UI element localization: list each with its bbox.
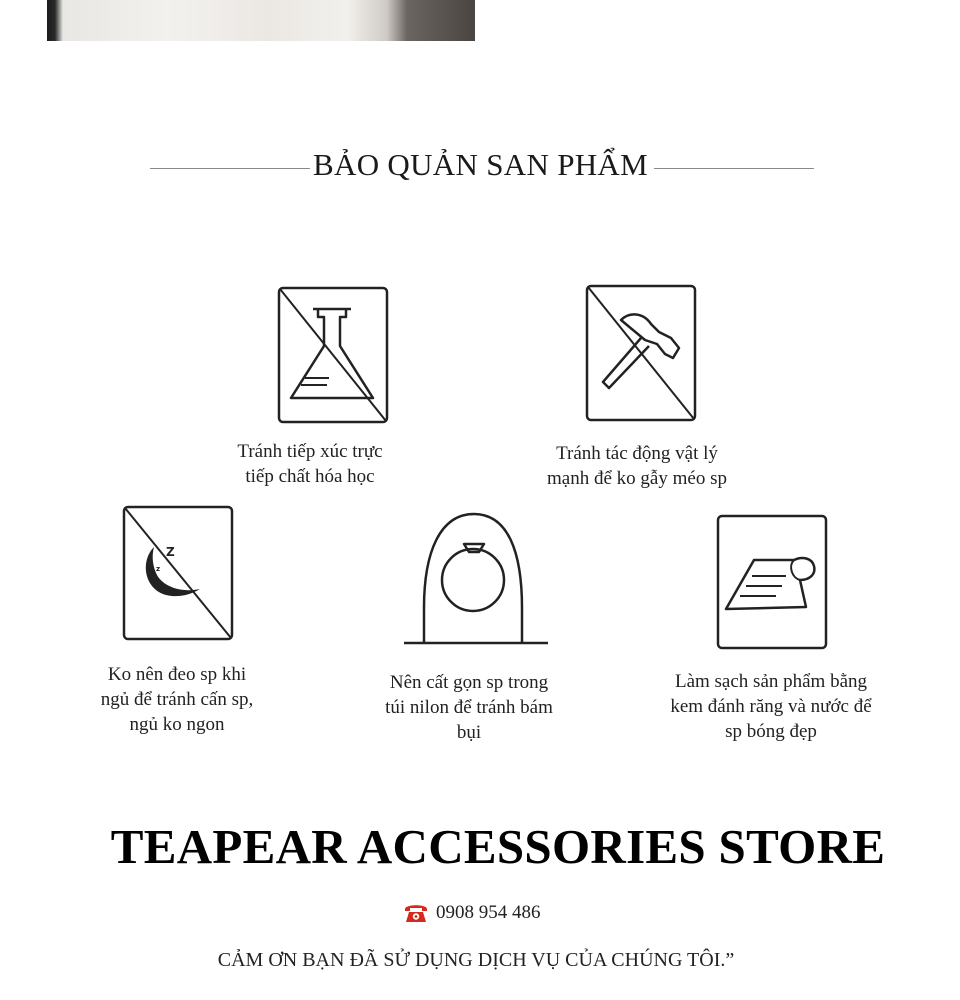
section-title: [150, 145, 814, 185]
svg-text:z: z: [156, 565, 161, 573]
caption-cleaning: [646, 669, 896, 744]
caption-line: sp bóng đẹp: [725, 721, 817, 742]
title-right-line: [654, 168, 814, 169]
caption-line: kem đánh răng và nước để: [670, 696, 872, 717]
caption-no-impact: [520, 441, 754, 491]
no-sleep-moon-icon: [122, 505, 234, 641]
title-left-line: [150, 168, 310, 169]
no-hammer-icon: [585, 284, 697, 422]
phone-number: 0908 954 486: [436, 902, 541, 923]
caption-store-bag: [356, 670, 582, 745]
caption-line: Làm sạch sản phẩm bằng: [674, 671, 868, 692]
caption-line: ngủ để tránh cấn sp,: [100, 689, 254, 710]
caption-no-chemical: [200, 439, 420, 489]
thank-you-message: CẢM ƠN BẠN ĐÃ SỬ DỤNG DỊCH VỤ CỦA CHÚNG TÔI.”: [217, 949, 735, 971]
section-title-text: BẢO QUẢN SAN PHẨM: [313, 147, 648, 182]
svg-text:Z: Z: [166, 545, 175, 559]
caption-no-sleep: [66, 662, 288, 737]
cleaning-paste-icon: [716, 514, 828, 650]
phone-contact[interactable]: [404, 900, 541, 926]
brand-name: TEAPEAR ACCESSORIES STORE: [110, 819, 886, 874]
telephone-icon: [404, 901, 428, 925]
caption-line: Nên cất gọn sp trong: [389, 672, 549, 693]
caption-line: tiếp chất hóa học: [245, 466, 375, 487]
product-photo: [47, 0, 475, 41]
caption-line: ngủ ko ngon: [129, 714, 225, 735]
caption-line: Ko nên đeo sp khi: [107, 664, 247, 685]
caption-line: bụi: [456, 722, 482, 743]
caption-line: túi nilon để tránh bám: [385, 697, 553, 718]
caption-line: Tránh tác động vật lý: [556, 443, 718, 464]
caption-line: Tránh tiếp xúc trực: [237, 441, 383, 462]
caption-line: mạnh để ko gẫy méo sp: [547, 468, 727, 489]
ring-in-bag-icon: [402, 512, 550, 648]
no-chemical-flask-icon: [277, 286, 389, 424]
